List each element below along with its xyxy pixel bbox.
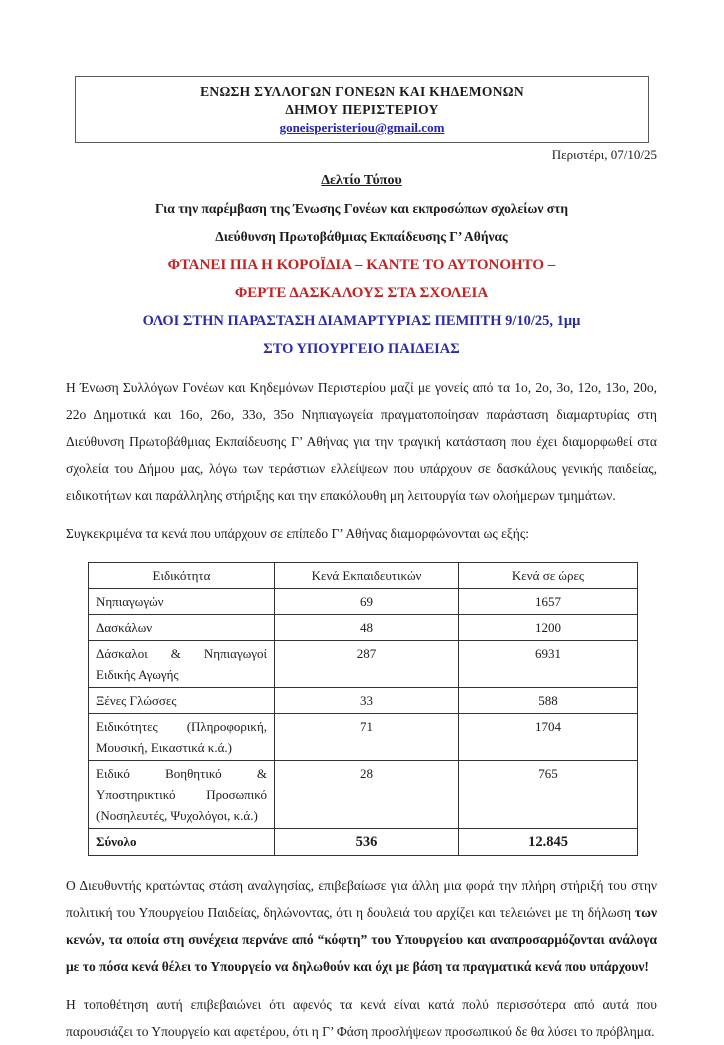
- cell-teacher-gaps: 69: [275, 589, 459, 615]
- table-row: [89, 589, 638, 615]
- cell-total-hour-gaps: 12.845: [459, 829, 638, 856]
- cell-total-teacher-gaps: 536: [275, 829, 459, 856]
- red-headline-line2: ΦΕΡΤΕ ΔΑΣΚΑΛΟΥΣ ΣΤΑ ΣΧΟΛΕΙΑ: [234, 285, 489, 301]
- org-email-line: [80, 119, 644, 137]
- table-row: [89, 615, 638, 641]
- col-header-specialty: Ειδικότητα: [89, 563, 275, 589]
- email-link[interactable]: goneisperisteriou@gmail.com: [279, 120, 445, 135]
- col-header-teacher-gaps: Κενά Εκπαιδευτικών: [275, 563, 459, 589]
- paragraph-director: [66, 872, 657, 980]
- cell-hour-gaps: 765: [459, 761, 638, 829]
- cell-teacher-gaps: 33: [275, 688, 459, 714]
- letterhead-box: [75, 76, 649, 143]
- table-row: [89, 714, 638, 761]
- cell-specialty: Ξένες Γλώσσες: [89, 688, 275, 714]
- table-total-row: [89, 829, 638, 856]
- blue-headline-line2: ΣΤΟ ΥΠΟΥΡΓΕΙΟ ΠΑΙΔΕΙΑΣ: [263, 341, 460, 357]
- cell-hour-gaps: 588: [459, 688, 638, 714]
- table-header-row: [89, 563, 638, 589]
- paragraph-director-bold: των κενών, τα οποία στη συνέχεια περνάνε από “κόφτη” του Υπουργείου και αναπροσαρμόζονται ανάλογα με το πόσα κενά θέλει το Υπουργείο να δηλωθούν και όχι με βάση τα πραγματικά κενά που υπάρχουν!: [66, 905, 657, 974]
- cell-hour-gaps: 1704: [459, 714, 638, 761]
- cell-hour-gaps: 6931: [459, 641, 638, 688]
- table-row: [89, 761, 638, 829]
- table-row: [89, 641, 638, 688]
- cell-teacher-gaps: 48: [275, 615, 459, 641]
- press-release-title: Δελτίο Τύπου: [321, 173, 402, 188]
- red-headline-line1: ΦΤΑΝΕΙ ΠΙΑ Η ΚΟΡΟΪΔΙΑ – ΚΑΝΤΕ ΤΟ ΑΥΤΟΝΟΗΤΟ –: [167, 257, 556, 273]
- cell-specialty: Δασκάλων: [89, 615, 275, 641]
- gaps-table: [88, 562, 638, 856]
- date-line: Περιστέρι, 07/10/25: [551, 147, 657, 162]
- cell-teacher-gaps: 71: [275, 714, 459, 761]
- table-row: [89, 688, 638, 714]
- cell-hour-gaps: 1657: [459, 589, 638, 615]
- subtitle-line2: Διεύθυνση Πρωτοβάθμιας Εκπαίδευσης Γ’ Αθήνας: [215, 229, 508, 244]
- subtitle-line1: Για την παρέμβαση της Ένωσης Γονέων και εκπροσώπων σχολείων στη: [154, 201, 568, 216]
- paragraph-protest: Η Ένωση Συλλόγων Γονέων και Κηδεμόνων Περιστερίου μαζί με γονείς από τα 1ο, 2ο, 3ο, 12ο, 13ο, 20ο, 22ο Δημοτικά και 16ο, 26ο, 33ο, 35ο Νηπιαγωγεία πραγματοποίησαν παράσταση διαμαρτυρίας στη Διεύθυνση Πρωτοβάθμιας Εκπαίδευσης Γ’ Αθήνας για την τραγική κατάσταση που έχει διαμορφωθεί στα σχολεία του Δήμου μας, λόγω των τεράστιων ελλείψεων που υπάρχουν σε δασκάλους γενικής παιδείας, ειδικοτήτων και παράλληλης στήριξης και την επακόλουθη μη λειτουργία των ολοήμερων τμημάτων.: [66, 380, 657, 503]
- paragraph-director-normal: Ο Διευθυντής κρατώντας στάση αναλγησίας, επιβεβαίωσε για άλλη μια φορά την πλήρη στήριξή του στην πολιτική του Υπουργείου Παιδείας, δηλώνοντας, ότι η δουλειά του αρχίζει και τελειώνει με τη δήλωση: [66, 878, 657, 920]
- org-name-line1: ΕΝΩΣΗ ΣΥΛΛΟΓΩΝ ΓΟΝΕΩΝ ΚΑΙ ΚΗΔΕΜΟΝΩΝ: [200, 84, 524, 99]
- cell-total-label: Σύνολο: [89, 829, 275, 856]
- paragraph-conclusion: Η τοποθέτηση αυτή επιβεβαιώνει ότι αφενός τα κενά είναι κατά πολύ περισσότερα από αυτά που παρουσιάζει το Υπουργείο και αφετέρου, ότι η Γ’ Φάση προσλήψεων προσωπικού δε θα λύσει το πρόβλημα.: [66, 997, 657, 1039]
- cell-specialty: Δάσκαλοι & Νηπιαγωγοί Ειδικής Αγωγής: [89, 641, 275, 688]
- cell-specialty: Νηπιαγωγών: [89, 589, 275, 615]
- cell-specialty: Ειδικότητες (Πληροφορική, Μουσική, Εικαστικά κ.ά.): [89, 714, 275, 761]
- cell-hour-gaps: 1200: [459, 615, 638, 641]
- headings-block: [66, 167, 657, 363]
- cell-teacher-gaps: 28: [275, 761, 459, 829]
- paragraph-gaps-intro: Συγκεκριμένα τα κενά που υπάρχουν σε επίπεδο Γ’ Αθήνας διαμορφώνονται ως εξής:: [66, 526, 529, 541]
- blue-headline-line1: ΟΛΟΙ ΣΤΗΝ ΠΑΡΑΣΤΑΣΗ ΔΙΑΜΑΡΤΥΡΙΑΣ ΠΕΜΠΤΗ 9/10/25, 1μμ: [142, 313, 581, 329]
- col-header-hour-gaps: Κενά σε ώρες: [459, 563, 638, 589]
- cell-teacher-gaps: 287: [275, 641, 459, 688]
- cell-specialty: Ειδικό Βοηθητικό & Υποστηρικτικό Προσωπικό (Νοσηλευτές, Ψυχολόγοι, κ.ά.): [89, 761, 275, 829]
- org-name-line2: ΔΗΜΟΥ ΠΕΡΙΣΤΕΡΙΟΥ: [285, 102, 439, 117]
